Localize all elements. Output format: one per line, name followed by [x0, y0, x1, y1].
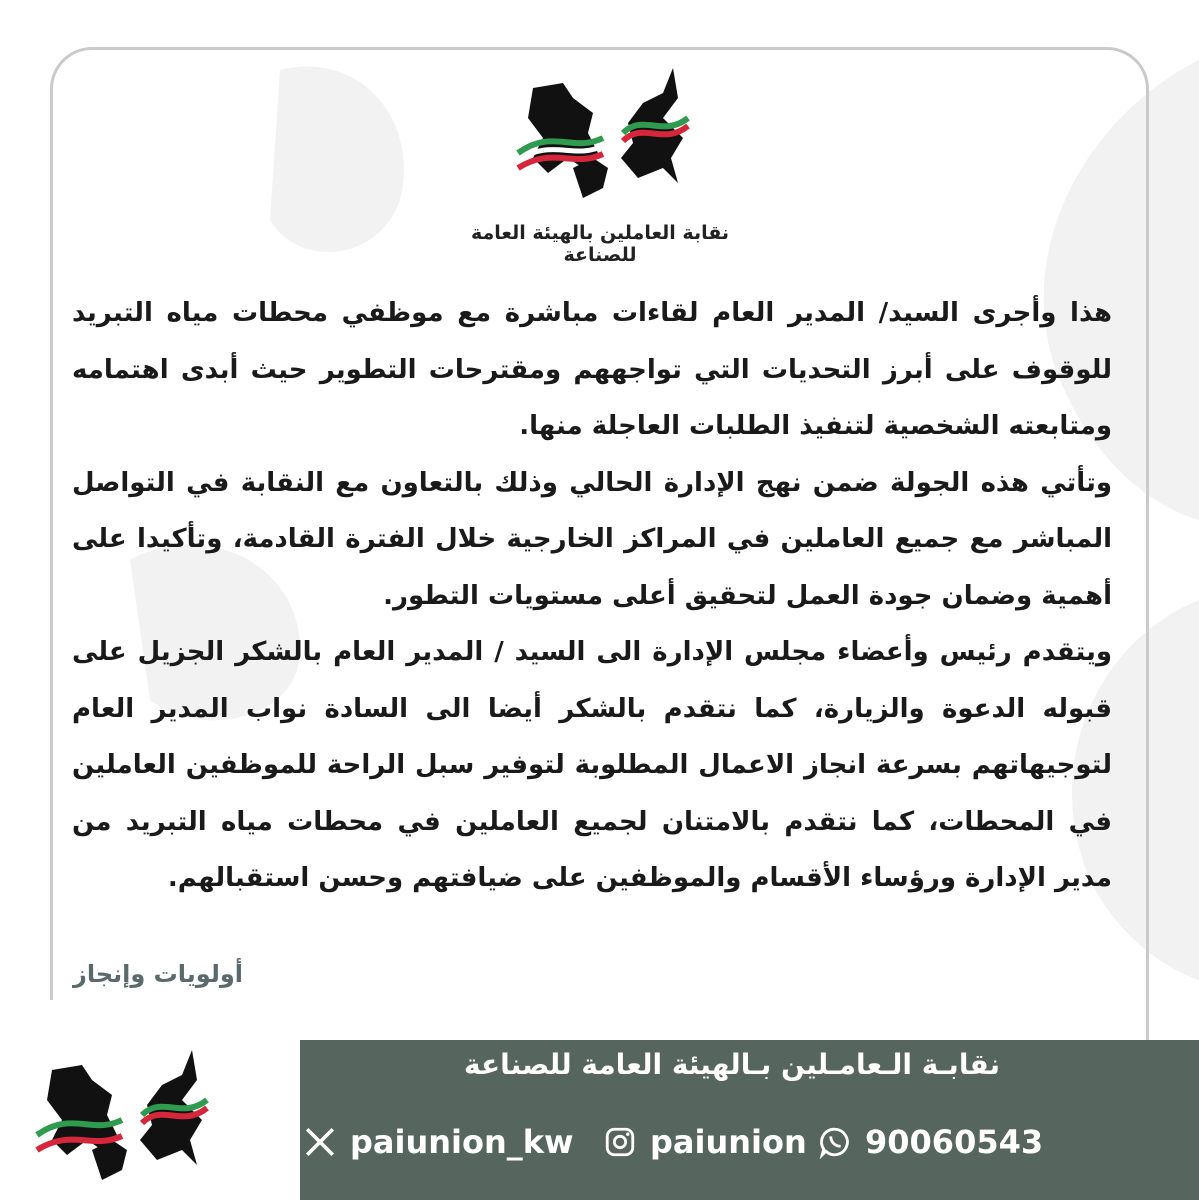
instagram-contact[interactable]: [600, 1118, 807, 1166]
whatsapp-contact[interactable]: [815, 1118, 1043, 1166]
paragraph: ويتقدم رئيس وأعضاء مجلس الإدارة الى السيد / المدير العام بالشكر الجزيل على قبوله الدعوة والزيارة، كما نتقدم بالشكر أيضا الى السادة نواب المدير العام لتوجيهاتهم بسرعة انجاز الاعمال المطلوبة لتوفير سبل الراحة للموظفين العاملين في المحطات، كما نتقدم بالامتنان لجميع العاملين في محطات مياه التبريد من مدير الإدارة ورؤساء الأقسام والموظفين على ضيافتهم وحسن استقبالهم.: [72, 637, 1112, 893]
instagram-icon: [600, 1122, 640, 1162]
footer-title: نقابـة الـعامـلين بـالهيئة العامة للصناعة: [464, 1048, 1000, 1081]
paragraph: هذا وأجرى السيد/ المدير العام لقاءات مباشرة مع موظفي محطات مياه التبريد للوقوف على أبرز التحديات التي تواجههم ومقترحات التطوير حيث أبدى اهتمامه ومتابعته الشخصية لتنفيذ الطلبات العاجلة منها.: [72, 298, 1112, 441]
paragraph: وتأتي هذه الجولة ضمن نهج الإدارة الحالي وذلك بالتعاون مع النقابة في التواصل المباشر مع جميع العاملين في المراكز الخارجية خلال الفترة القادمة، وتأكيدا على أهمية وضمان جودة العمل لتحقيق أعلى مستويات التطور.: [72, 467, 1112, 611]
gear-logo-icon: [32, 1040, 212, 1190]
slogan: أولويات وإنجاز: [73, 960, 243, 988]
x-contact[interactable]: [300, 1118, 574, 1166]
x-icon: [300, 1122, 340, 1162]
instagram-handle: paiunion: [650, 1123, 807, 1161]
x-handle: paiunion_kw: [350, 1123, 574, 1161]
org-caption: نقابة العاملين بالهيئة العامة للصناعة: [470, 222, 730, 266]
whatsapp-icon: [815, 1122, 855, 1162]
whatsapp-number: 90060543: [865, 1123, 1044, 1161]
gear-logo-icon: [513, 58, 693, 208]
announcement-body: [72, 285, 1112, 907]
